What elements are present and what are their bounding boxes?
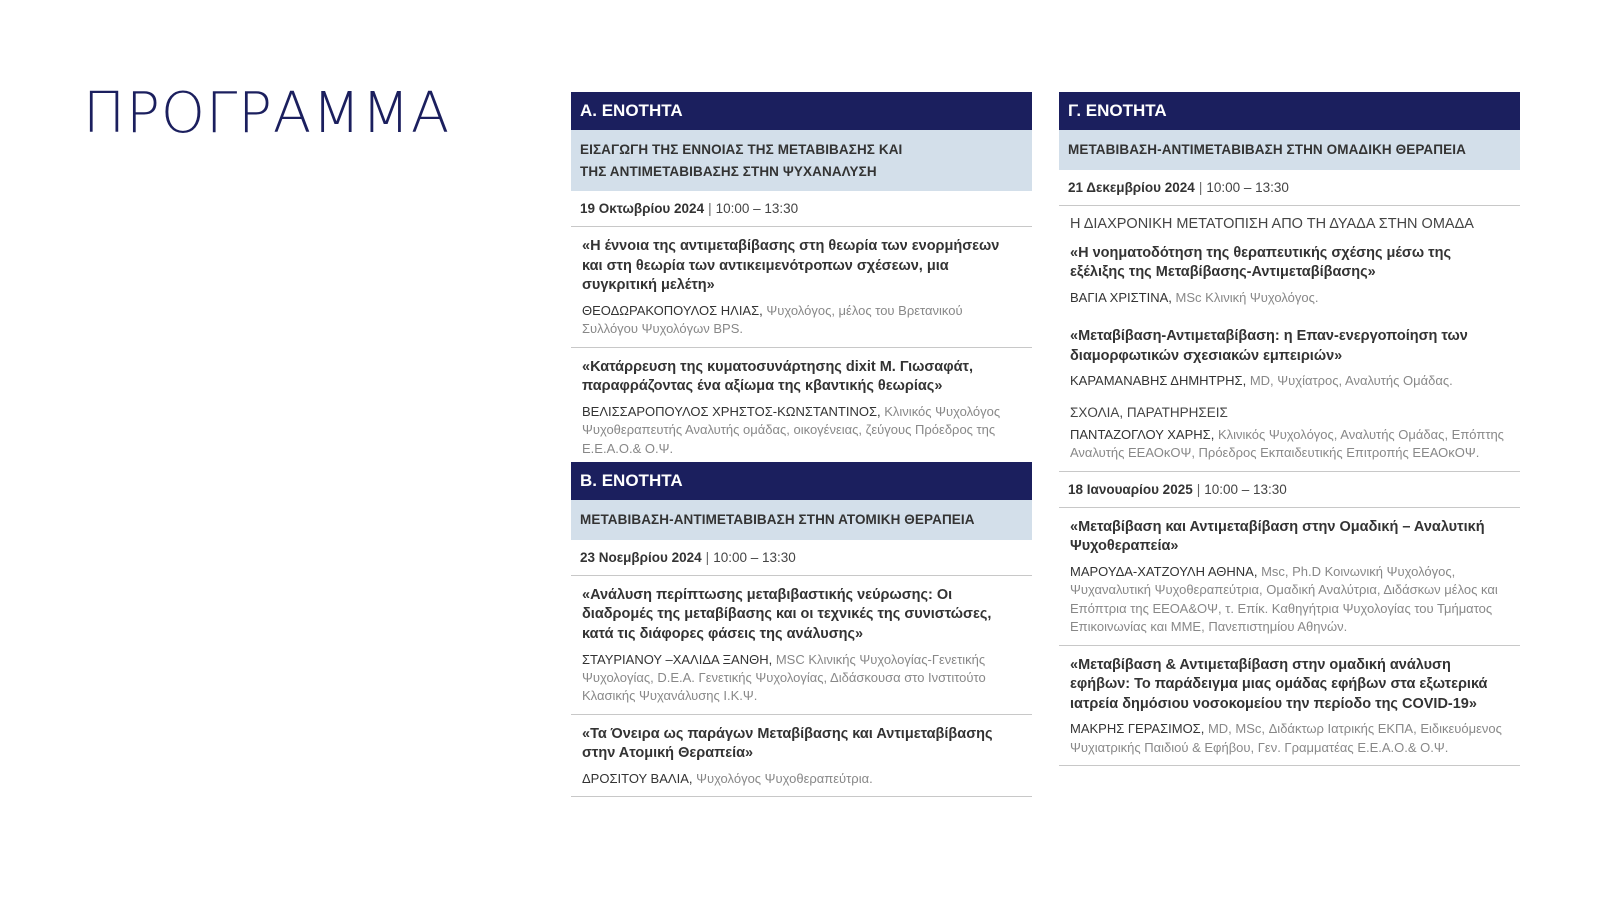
section-a-subtitle — [571, 130, 1032, 191]
talk-item — [1059, 234, 1520, 312]
speaker-details: Ψυχολόγος Ψυχοθεραπεύτρια. — [696, 771, 873, 787]
session-time: 10:00 – 13:30 — [1204, 481, 1287, 497]
talk-speaker — [1070, 289, 1509, 307]
session-time: 10:00 – 13:30 — [1206, 179, 1289, 195]
talk-item — [1059, 508, 1520, 646]
talk-title: «Η νοηματοδότηση της θεραπευτικής σχέσης μέσω της εξέλιξης της Μεταβίβασης-Αντιμεταβίβασης» — [1070, 244, 1452, 281]
comments-speaker-block — [1059, 420, 1520, 472]
speaker-name: ΜΑΚΡΗΣ ΓΕΡΑΣΙΜΟΣ, — [1070, 721, 1205, 737]
speaker-name: ΒΕΛΙΣΣΑΡΟΠΟΥΛΟΣ ΧΡΗΣΤΟΣ-ΚΩΝΣΤΑΝΤΙΝΟΣ, — [582, 403, 881, 419]
speaker-details: Msc, Ph.D Κοινωνική Ψυχολόγος, Ψυχαναλυτική Ψυχοθεραπεύτρια, Ομαδική Αναλύτρια, Διδάσκων μέλος και Επόπτρια της ΕΕΟΑ&ΟΨ, τ. Επίκ. Καθηγήτρια Ψυχολογίας του Τμήματος Επικοινωνίας και ΜΜΕ, Πανεπιστημίου Αθηνών. — [1070, 563, 1498, 635]
talk-speaker — [582, 403, 1021, 458]
date-separator: | — [1198, 179, 1203, 195]
comments-label: ΣΧΟΛΙΑ, ΠΑΡΑΤΗΡΗΣΕΙΣ — [1070, 404, 1228, 420]
session-time: 10:00 – 13:30 — [715, 201, 799, 217]
talk-title: «Κατάρρευση της κυματοσυνάρτησης dixit Μ. Γιωσαφάτ, παραφράζοντας ένα αξίωμα της κβαντικής θεωρίας» — [582, 358, 973, 395]
section-a-subtitle-line1: ΕΙΣΑΓΩΓΗ ΤΗΣ ΕΝΝΟΙΑΣ ΤΗΣ ΜΕΤΑΒΙΒΑΣΗΣ ΚΑΙ — [580, 142, 903, 157]
section-a-date-row — [571, 191, 1032, 227]
talk-item — [571, 227, 1032, 348]
page-title: ΠΡΟΓΡΑΜΜΑ — [83, 81, 451, 146]
talk-title: «Τα Όνειρα ως παράγων Μεταβίβασης και Αντιμεταβίβασης στην Ατομική Θεραπεία» — [582, 725, 993, 762]
speaker-name: ΘΕΟΔΩΡΑΚΟΠΟΥΛΟΣ ΗΛΙΑΣ, — [582, 302, 763, 318]
session-heading: Η ΔΙΑΧΡΟΝΙΚΗ ΜΕΤΑΤΟΠΙΣΗ ΑΠΟ ΤΗ ΔΥΑΔΑ ΣΤΗΝ ΟΜΑΔΑ — [1070, 215, 1474, 232]
program-column-left — [571, 92, 1032, 797]
date-separator: | — [1196, 481, 1201, 497]
speaker-details: Κλινικός Ψυχολόγος, Αναλυτής Ομάδας, Επόπτης Αναλυτής ΕΕΑΟκΟΨ, Πρόεδρος Εκπαιδευτικής Επιτροπής ΕΕΑΟκΟΨ. — [1070, 426, 1504, 461]
session-time: 10:00 – 13:30 — [713, 549, 796, 565]
talk-title: «Μεταβίβαση & Αντιμεταβίβαση στην ομαδική ανάλυση εφήβων: Το παράδειγμα μιας ομάδας εφήβων στα εξωτερικά ιατρεία δημόσιου νοσοκομείου την περίοδο της COVID-19» — [1070, 656, 1488, 712]
speaker-details: Κλινικός Ψυχολόγος Ψυχοθεραπευτής Αναλυτής ομάδας, οικογένειας, ζεύγους Πρόεδρος της Ε.Ε.Α.Ο.& Ο.Ψ. — [582, 403, 1001, 456]
speaker-name: ΚΑΡΑΜΑΝΑΒΗΣ ΔΗΜΗΤΡΗΣ, — [1070, 373, 1247, 389]
talk-speaker — [1070, 426, 1509, 463]
speaker-details: Ψυχολόγος, μέλος του Βρετανικού Συλλόγου Ψυχολόγων BPS. — [582, 302, 963, 337]
talk-speaker — [1070, 720, 1509, 757]
session-date: 19 Οκτωβρίου 2024 — [580, 201, 705, 217]
date-separator: | — [705, 549, 710, 565]
section-b-date-row — [571, 540, 1032, 576]
section-g-date-row-2 — [1059, 472, 1520, 508]
session-date: 18 Ιανουαρίου 2025 — [1068, 481, 1193, 497]
section-g-subtitle: ΜΕΤΑΒΙΒΑΣΗ-ΑΝΤΙΜΕΤΑΒΙΒΑΣΗ ΣΤΗΝ ΟΜΑΔΙΚΗ ΘΕΡΑΠΕΙΑ — [1059, 130, 1520, 170]
section-b-subtitle: ΜΕΤΑΒΙΒΑΣΗ-ΑΝΤΙΜΕΤΑΒΙΒΑΣΗ ΣΤΗΝ ΑΤΟΜΙΚΗ ΘΕΡΑΠΕΙΑ — [571, 500, 1032, 540]
speaker-details: MSc Κλινική Ψυχολόγος. — [1175, 289, 1319, 305]
talk-speaker — [582, 302, 1021, 339]
speaker-name: ΣΤΑΥΡΙΑΝΟΥ –ΧΑΛΙΔΑ ΞΑΝΘΗ, — [582, 651, 773, 667]
talk-item — [571, 715, 1032, 798]
session-date: 23 Νοεμβρίου 2024 — [580, 549, 702, 565]
talk-title: «Μεταβίβαση-Αντιμεταβίβαση: η Επαν-ενεργοποίηση των διαμορφωτικών σχεσιακών εμπειριών» — [1070, 328, 1468, 364]
date-separator: | — [708, 201, 712, 217]
speaker-details: MD, MSc, Διδάκτωρ Ιατρικής ΕΚΠΑ, Ειδικευόμενος Ψυχιατρικής Παιδιού & Εφήβου, Γεν. Γραμματέας Ε.Ε.Α.Ο.& Ο.Ψ. — [1070, 721, 1502, 755]
talk-speaker — [582, 770, 1021, 788]
speaker-details: MD, Ψυχίατρος, Αναλυτής Ομάδας. — [1249, 373, 1453, 389]
section-g-header: Γ. ΕΝΟΤΗΤΑ — [1059, 92, 1520, 130]
talk-title: «Ανάλυση περίπτωσης μεταβιβαστικής νεύρωσης: Οι διαδρομές της μεταβίβασης και οι τεχνικές της συνιστώσες, κατά τις διάφορες φάσεις της ανάλυσης» — [582, 586, 992, 642]
talk-speaker — [582, 651, 1021, 706]
talk-title: «Μεταβίβαση και Αντιμεταβίβαση στην Ομαδική – Αναλυτική Ψυχοθεραπεία» — [1070, 518, 1485, 555]
talk-item — [1059, 311, 1520, 395]
speaker-name: ΔΡΟΣΙΤΟΥ ΒΑΛΙΑ, — [582, 771, 693, 787]
talk-item — [1059, 646, 1520, 767]
talk-item — [571, 576, 1032, 715]
session-date: 21 Δεκεμβρίου 2024 — [1068, 179, 1195, 195]
section-a-header: Α. ΕΝΟΤΗΤΑ — [571, 92, 1032, 130]
talk-item — [571, 348, 1032, 462]
section-b-header: Β. ΕΝΟΤΗΤΑ — [571, 462, 1032, 500]
program-column-right — [1059, 92, 1520, 766]
speaker-details: MSC Κλινικής Ψυχολογίας-Γενετικής Ψυχολογίας, D.E.A. Γενετικής Ψυχολογίας, Διδάσκουσα στο Ινστιτούτο Κλασικής Ψυχανάλυσης Ι.Κ.Ψ. — [582, 651, 986, 704]
speaker-name: ΠΑΝΤΑΖΟΓΛΟΥ ΧΑΡΗΣ, — [1070, 426, 1215, 442]
talk-speaker — [1070, 563, 1509, 637]
speaker-name: ΒΑΓΙΑ ΧΡΙΣΤΙΝΑ, — [1070, 289, 1172, 305]
speaker-name: ΜΑΡΟΥΔΑ-ΧΑΤΖΟΥΛΗ ΑΘΗΝΑ, — [1070, 563, 1258, 579]
talk-title: «Η έννοια της αντιμεταβίβασης στη θεωρία των ενορμήσεων και στη θεωρία των αντικειμενότροπων σχέσεων, μια συγκριτική μελέτη» — [582, 238, 1000, 294]
section-a-subtitle-line2: ΤΗΣ ΑΝΤΙΜΕΤΑΒΙΒΑΣΗΣ ΣΤΗΝ ΨΥΧΑΝΑΛΥΣΗ — [580, 163, 877, 179]
section-g-date-row-1 — [1059, 170, 1520, 206]
talk-speaker — [1070, 372, 1509, 390]
